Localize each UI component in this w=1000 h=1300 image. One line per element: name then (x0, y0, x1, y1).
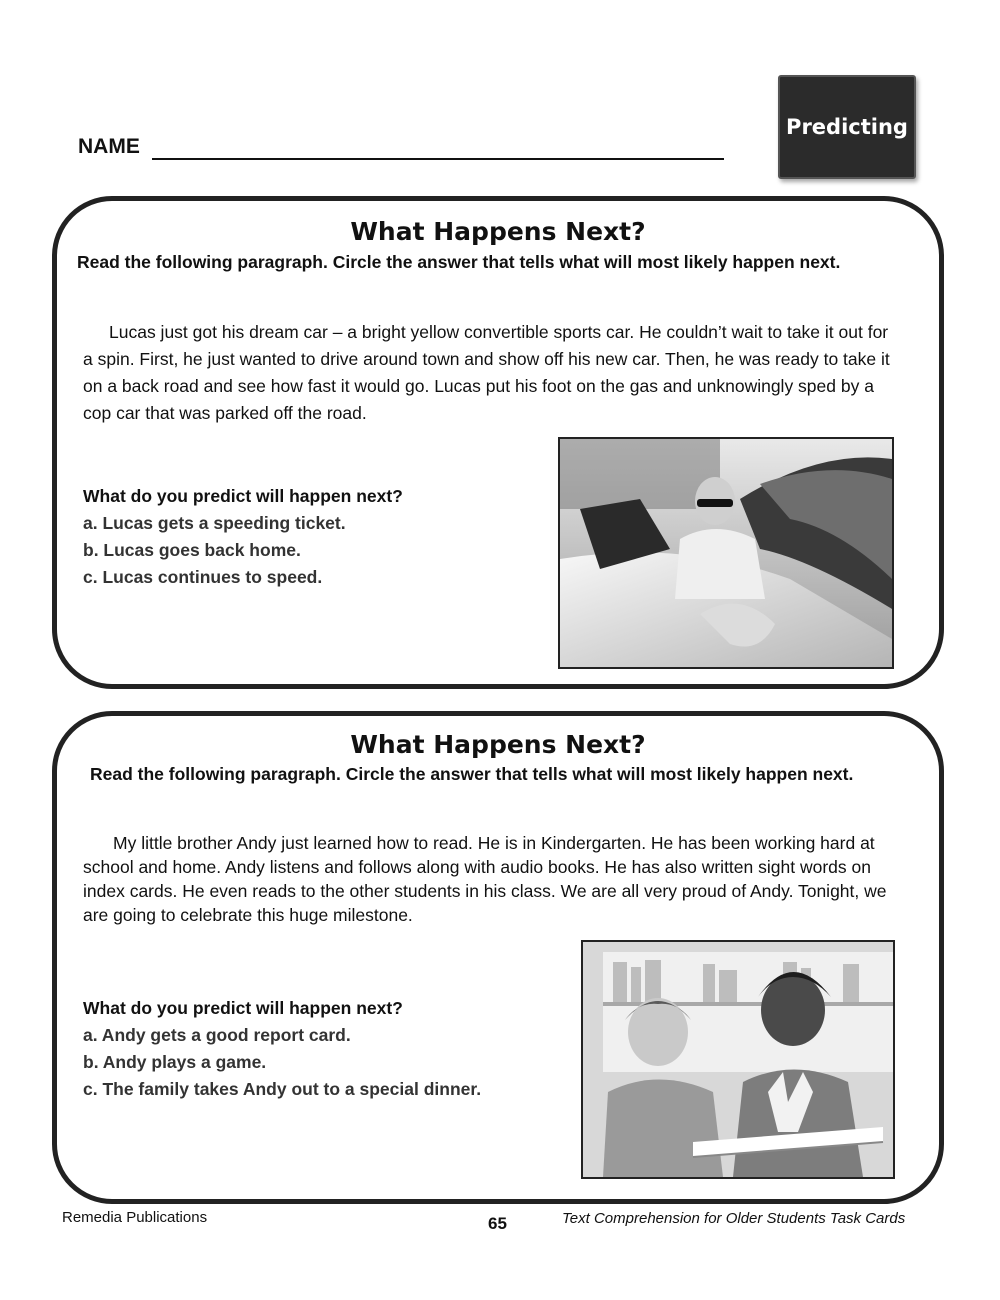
answer-option-c[interactable]: c. Lucas continues to speed. (83, 567, 323, 587)
kids-reading-image (583, 942, 893, 1177)
card-paragraph: Lucas just got his dream car – a bright yellow convertible sports car. He couldn’t wait to take it out for a spin. First, he just wanted to drive around town and show off his new car. Then, he was ready to take it on a back road and see how fast it would go. Lucas put his foot on the gas and unknowingly sped by a cop car that was parked off the road. (83, 322, 890, 423)
kids-reading-photo (581, 940, 895, 1179)
footer-book-title: Text Comprehension for Older Students Task Cards (562, 1210, 906, 1227)
predicting-tab (778, 75, 916, 179)
answer-option-b[interactable]: b. Lucas goes back home. (83, 540, 301, 560)
question-block (83, 483, 403, 591)
car-photo (558, 437, 894, 669)
question-text: What do you predict will happen next? (83, 486, 403, 506)
car-driver-image (560, 439, 892, 667)
answer-option-c[interactable]: c. The family takes Andy out to a special dinner. (83, 1079, 482, 1099)
card-title: What Happens Next? (350, 730, 646, 759)
task-card-1 (52, 196, 944, 689)
name-input-line[interactable] (152, 158, 724, 160)
task-card-2 (52, 711, 944, 1204)
answer-option-a[interactable]: a. Andy gets a good report card. (83, 1025, 351, 1045)
question-block (83, 995, 481, 1103)
card-instruction: Read the following paragraph. Circle the answer that tells what will most likely happen next. (90, 764, 854, 784)
tab-label: Predicting (786, 115, 908, 139)
answer-option-a[interactable]: a. Lucas gets a speeding ticket. (83, 513, 346, 533)
name-label: NAME (78, 135, 140, 158)
answer-option-b[interactable]: b. Andy plays a game. (83, 1052, 267, 1072)
footer-page-number: 65 (488, 1214, 507, 1233)
footer-publisher: Remedia Publications (62, 1209, 208, 1226)
card-paragraph: My little brother Andy just learned how to read. He is in Kindergarten. He has been working hard at school and home. Andy listens and follows along with audio books. He has also written sight words on index cards. He even reads to the other students in his class. We are all very proud of Andy. Tonight, we are going to celebrate this huge milestone. (83, 833, 887, 925)
card-instruction: Read the following paragraph. Circle the answer that tells what will most likely happen next. (77, 252, 841, 272)
question-text: What do you predict will happen next? (83, 998, 403, 1018)
card-title: What Happens Next? (350, 217, 646, 246)
